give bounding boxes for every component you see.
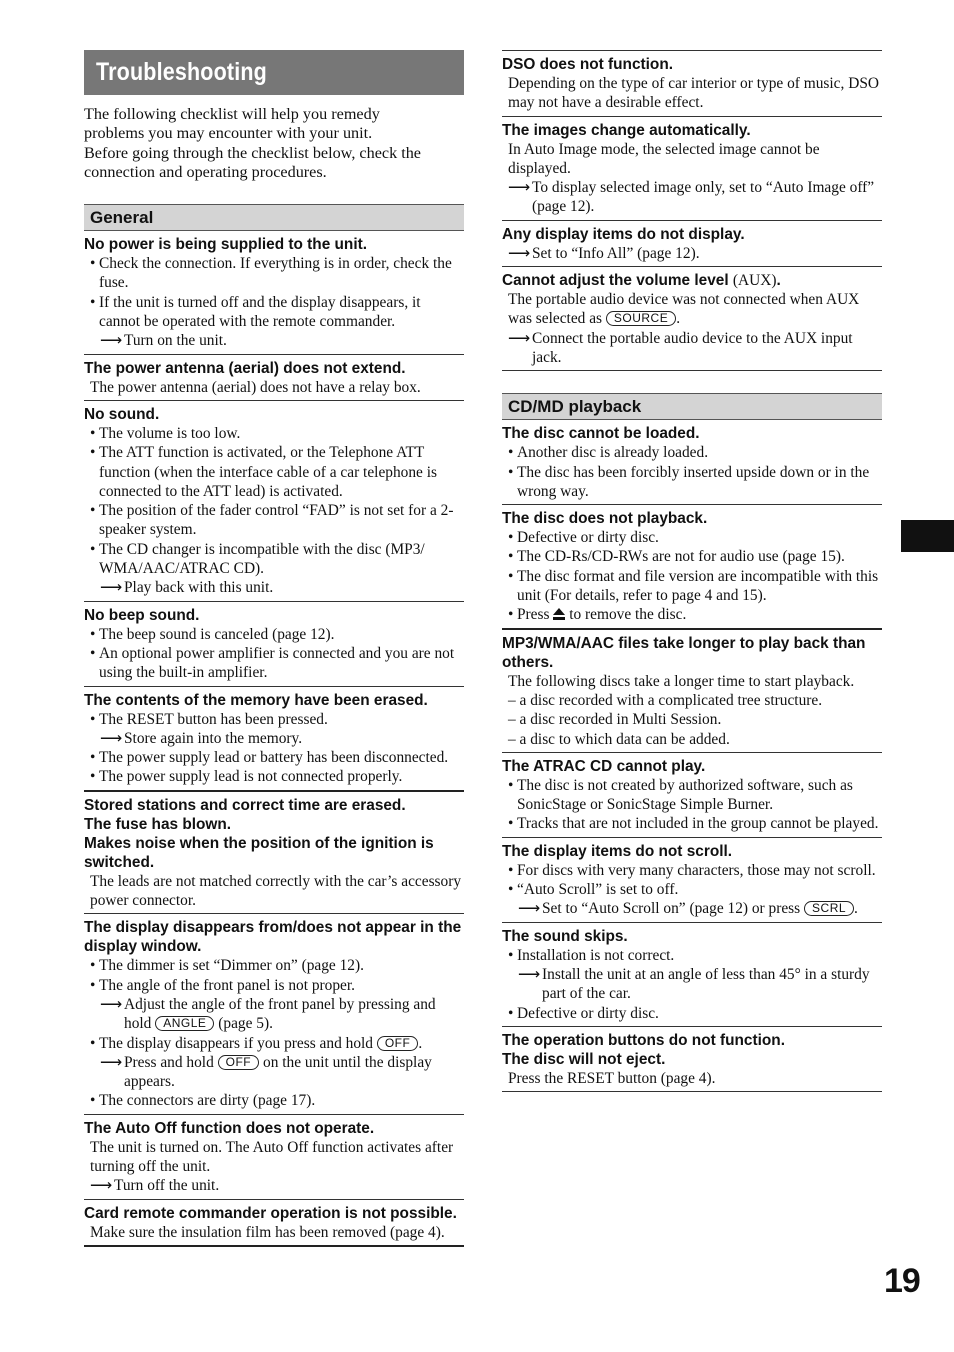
dash-item: – a disc to which data can be added.: [508, 730, 730, 748]
arrow-right-icon: ⟶: [518, 900, 541, 918]
trouble-disc-no-playback: [502, 505, 882, 629]
intro-paragraph: The following checklist will help you remedy problems you may encounter with your unit. Before going through the checklist below, check the connection and operating procedures.: [84, 105, 421, 181]
arrow-right-icon: ⟶: [100, 579, 123, 597]
trouble-title: Any display items do not display.: [502, 225, 745, 243]
bullet-item: • The volume is too low.: [84, 424, 464, 443]
eject-icon: [553, 608, 565, 620]
trouble-text: The power antenna (aerial) does not have a relay box.: [90, 378, 421, 396]
remedy-item: ⟶ Play back with this unit.: [100, 579, 274, 597]
trouble-display-items: [502, 221, 882, 267]
bullet-item: • If the unit is turned off and the display disappears, it cannot be operated with the remote commander.: [84, 293, 464, 332]
trouble-title: Card remote commander operation is not possible.: [84, 1204, 457, 1222]
trouble-title: DSO does not function.: [502, 56, 673, 73]
trouble-title: No power is being supplied to the unit.: [84, 236, 368, 254]
bullet-item: • The disc is not created by authorized software, such as SonicStage or SonicStage Simple Burner.: [502, 776, 882, 815]
bullet-item: • Defective or dirty disc.: [502, 528, 882, 547]
bullet-item: • The CD changer is incompatible with the disc (MP3/ WMA/AAC/ATRAC CD).: [84, 540, 464, 579]
trouble-no-power: [84, 231, 464, 354]
trouble-title: The disc does not playback.: [502, 510, 708, 528]
section-heading-cdmd: CD/MD playback: [502, 393, 882, 420]
bullet-item: • Defective or dirty disc.: [502, 1004, 882, 1023]
trouble-title: The disc cannot be loaded.: [502, 425, 700, 443]
source-button-glyph: SOURCE: [606, 311, 676, 326]
bullet-item: • The position of the fader control “FAD” is not set for a 2-speaker system.: [84, 501, 464, 540]
trouble-display-disappears: [84, 914, 464, 1114]
bullet-item: • The disc has been forcibly inserted upside down or in the wrong way.: [502, 463, 882, 502]
trouble-title: The contents of the memory have been erased.: [84, 691, 428, 709]
remedy-item: ⟶ Install the unit at an angle of less than 45° in a sturdy part of the car.: [518, 965, 870, 1003]
trouble-disc-not-loaded: [502, 420, 882, 505]
trouble-text: The following discs take a longer time to start playback.: [508, 672, 855, 690]
trouble-files-slow: [502, 630, 882, 753]
remedy-item: ⟶ Store again into the memory.: [100, 729, 303, 747]
remedy-item: ⟶ Turn off the unit.: [90, 1177, 220, 1195]
bullet-item: • Installation is not correct.: [502, 946, 882, 965]
bullet-item: • Another disc is already loaded.: [502, 443, 882, 462]
trouble-dso: [502, 50, 882, 117]
trouble-auto-off: [84, 1115, 464, 1200]
bullet-item: • The dimmer is set “Dimmer on” (page 12).: [84, 956, 464, 975]
page-title: Troubleshooting: [84, 50, 464, 95]
right-column: [502, 50, 882, 1092]
trouble-memory-erased: [84, 687, 464, 792]
trouble-title: The ATRAC CD cannot play.: [502, 757, 706, 775]
trouble-buttons-eject: [502, 1027, 882, 1092]
bullet-item: • The connectors are dirty (page 17).: [84, 1091, 464, 1110]
bullet-item: • The power supply lead or battery has been disconnected.: [84, 748, 464, 767]
bullet-item: • “Auto Scroll” is set to off.: [502, 880, 882, 899]
angle-button-glyph: ANGLE: [155, 1016, 214, 1031]
bullet-item: • The ATT function is activated, or the Telephone ATT function (when the interface cable of a car telephone is connected to the ATT lead) is activated.: [84, 443, 464, 501]
bullet-item: • The power supply lead is not connected properly.: [84, 767, 464, 786]
bullet-item: • The RESET button has been pressed.: [84, 710, 464, 729]
trouble-title: The sound skips.: [502, 927, 628, 945]
arrow-right-icon: ⟶: [100, 995, 123, 1013]
bullet-item: • The disc format and file version are incompatible with this unit (For details, refer to page 4 and 15).: [502, 567, 882, 606]
trouble-text: Press the RESET button (page 4).: [508, 1069, 716, 1087]
remedy-item: ⟶ Press and hold OFF on the unit until the display appears.: [100, 1053, 432, 1091]
trouble-sound-skips: [502, 923, 882, 1027]
trouble-images-change: [502, 117, 882, 221]
trouble-no-scroll: [502, 838, 882, 923]
arrow-right-icon: ⟶: [100, 332, 123, 350]
arrow-right-icon: ⟶: [508, 329, 531, 347]
bullet-item: • Press to remove the disc.: [502, 605, 882, 624]
page-number: 19: [884, 1262, 920, 1300]
trouble-title: The display items do not scroll.: [502, 842, 733, 860]
trouble-title: The power antenna (aerial) does not extend.: [84, 359, 406, 377]
trouble-title: Makes noise when the position of the ignition is switched.: [84, 834, 434, 871]
bullet-item: • The CD-Rs/CD-RWs are not for audio use (page 15).: [502, 547, 882, 566]
trouble-antenna: [84, 355, 464, 401]
remedy-item: ⟶ Turn on the unit.: [100, 332, 227, 350]
bullet-item: • The angle of the front panel is not proper.: [84, 976, 464, 995]
trouble-no-beep: [84, 602, 464, 687]
section-tab-marker: [901, 520, 954, 552]
trouble-title: The disc will not eject.: [502, 1050, 666, 1068]
trouble-title: The fuse has blown.: [84, 815, 232, 833]
trouble-no-sound: [84, 401, 464, 602]
trouble-text: The leads are not matched correctly with the car’s accessory power connector.: [90, 872, 462, 910]
trouble-title: The Auto Off function does not operate.: [84, 1119, 375, 1137]
remedy-item: ⟶ Set to “Auto Scroll on” (page 12) or press SCRL .: [518, 900, 858, 918]
off-button-glyph: OFF: [377, 1036, 419, 1051]
trouble-title: Stored stations and correct time are erased.: [84, 796, 406, 814]
trouble-text: In Auto Image mode, the selected image cannot be displayed.: [508, 140, 820, 177]
trouble-title: No beep sound.: [84, 606, 200, 624]
section-heading-general: General: [84, 204, 464, 231]
remedy-item: ⟶ Set to “Info All” (page 12).: [508, 244, 700, 262]
arrow-right-icon: ⟶: [508, 244, 531, 262]
dash-item: – a disc recorded with a complicated tree structure.: [508, 691, 823, 709]
bullet-item: • Tracks that are not included in the group cannot be played.: [502, 814, 882, 833]
trouble-title: No sound.: [84, 405, 160, 423]
trouble-title: The display disappears from/does not appear in the display window.: [84, 919, 462, 956]
trouble-text: Make sure the insulation film has been removed (page 4).: [90, 1223, 445, 1241]
trouble-title: The operation buttons do not function.: [502, 1031, 785, 1049]
remedy-item: ⟶ Adjust the angle of the front panel by pressing and hold ANGLE (page 5).: [100, 995, 436, 1033]
arrow-right-icon: ⟶: [90, 1177, 113, 1195]
left-column: [84, 50, 464, 1247]
bullet-item: • For discs with very many characters, those may not scroll.: [502, 861, 882, 880]
trouble-card-remote: [84, 1200, 464, 1247]
dash-item: – a disc recorded in Multi Session.: [508, 711, 722, 729]
trouble-title: The images change automatically.: [502, 121, 751, 139]
trouble-volume-aux: [502, 267, 882, 371]
off-button-glyph: OFF: [218, 1055, 260, 1070]
trouble-stations-erased: [84, 792, 464, 915]
arrow-right-icon: ⟶: [518, 965, 541, 983]
arrow-right-icon: ⟶: [100, 1053, 123, 1071]
trouble-title: Cannot adjust the volume level (AUX).: [502, 272, 781, 290]
arrow-right-icon: ⟶: [508, 179, 531, 197]
bullet-item: • The beep sound is canceled (page 12).: [84, 625, 464, 644]
scrl-button-glyph: SCRL: [804, 901, 854, 916]
trouble-text: The unit is turned on. The Auto Off function activates after turning off the unit.: [90, 1138, 454, 1175]
bullet-item: • An optional power amplifier is connected and you are not using the built-in amplifier.: [84, 644, 464, 683]
arrow-right-icon: ⟶: [100, 729, 123, 747]
bullet-item: • Check the connection. If everything is in order, check the fuse.: [84, 254, 464, 293]
trouble-text: Depending on the type of car interior or type of music, DSO may not have a desirable effect.: [508, 75, 879, 112]
trouble-atrac: [502, 753, 882, 838]
trouble-title: MP3/WMA/AAC files take longer to play back than others.: [502, 634, 866, 671]
remedy-item: ⟶ To display selected image only, set to “Auto Image off” (page 12).: [508, 179, 875, 216]
bullet-item: • The display disappears if you press and hold OFF .: [84, 1034, 464, 1053]
remedy-item: ⟶ Connect the portable audio device to the AUX input jack.: [508, 329, 853, 366]
trouble-text: The portable audio device was not connected when AUX was selected as SOURCE .: [508, 291, 860, 328]
